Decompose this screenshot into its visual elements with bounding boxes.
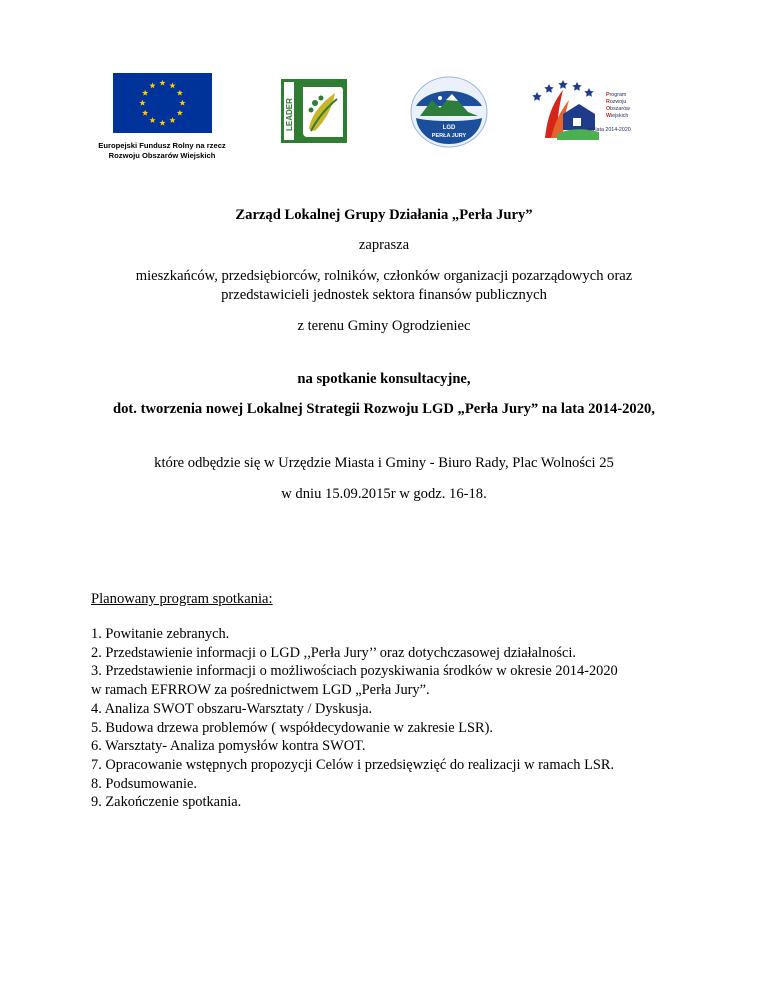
prow-line-3-rest: bszarów — [610, 106, 630, 112]
lgd-perla-jury-logo — [410, 76, 488, 148]
agenda-item: 6. Warsztaty- Analiza pomysłów kontra SWOT. — [91, 738, 366, 755]
eu-fund-caption — [78, 141, 246, 161]
prow-logo — [527, 78, 645, 144]
prow-line-1: Program — [606, 92, 627, 98]
document-heading: Zarząd Lokalnej Grupy Działania „Perła Jury” — [235, 207, 533, 223]
prow-line-2-rest: ozwoju — [609, 99, 627, 105]
meeting-topic: dot. tworzenia nowej Lokalnej Strategii Rozwoju LGD „Perła Jury” na lata 2014-2020, — [113, 401, 655, 417]
prow-line-1-rest: rogram — [609, 92, 627, 98]
leader-logo-text: LEADER — [285, 98, 294, 131]
agenda-title: Planowany program spotkania: — [91, 591, 273, 607]
agenda-item: 4. Analiza SWOT obszaru-Warsztaty / Dyskusja. — [91, 700, 373, 717]
agenda-item: 9. Zakończenie spotkania. — [91, 794, 242, 811]
prow-line-4: Wiejskich — [606, 113, 629, 119]
leader-logo — [281, 79, 347, 143]
area-text: z terenu Gminy Ogrodzieniec — [297, 318, 471, 334]
prow-line-3: Obszarów — [606, 106, 630, 112]
prow-line-4-rest: iejskich — [611, 113, 629, 119]
eu-caption-line1: Europejski Fundusz Rolny na rzecz — [98, 141, 226, 150]
agenda-item: w ramach EFRROW za pośrednictwem LGD „Perła Jury”. — [91, 682, 430, 699]
prow-years: na lata 2014-2020 — [588, 127, 631, 133]
meeting-venue: które odbędzie się w Urzędzie Miasta i Gminy - Biuro Rady, Plac Wolności 25 — [154, 455, 614, 471]
audience-line-1: mieszkańców, przedsiębiorców, rolników, członków organizacji pozarządowych oraz — [135, 268, 633, 284]
meeting-datetime: w dniu 15.09.2015r w godz. 16-18. — [281, 486, 487, 502]
eu-caption-line2: Rozwoju Obszarów Wiejskich — [108, 151, 216, 160]
agenda-item: 5. Budowa drzewa problemów ( współdecydowanie w zakresie LSR). — [91, 719, 494, 736]
agenda-item: 3. Przedstawienie informacji o możliwościach pozyskiwania środków w okresie 2014-2020 — [91, 663, 618, 680]
audience-line-2: przedstawicieli jednostek sektora finansów publicznych — [221, 287, 547, 303]
agenda-item: 1. Powitanie zebranych. — [91, 626, 230, 642]
agenda-list — [91, 625, 618, 812]
prow-emblem-icon — [527, 78, 607, 144]
eu-flag-logo — [113, 73, 212, 133]
meeting-type: na spotkanie konsultacyjne, — [297, 371, 471, 387]
prow-line-2: Rozwoju — [606, 99, 627, 105]
lgd-logo-text-top: LGD — [442, 125, 456, 131]
agenda-item: 8. Podsumowanie. — [91, 775, 197, 792]
agenda-item: 2. Przedstawienie informacji o LGD ,,Perła Jury’’ oraz dotychczasowej działalności. — [91, 644, 576, 661]
agenda-item: 7. Opracowanie wstępnych propozycji Celów i przedsięwzięć do realizacji w ramach LSR. — [91, 756, 615, 773]
prow-logo-text — [606, 92, 630, 120]
invites-text: zaprasza — [358, 237, 410, 253]
lgd-logo-text-bottom: PERŁA JURY — [431, 133, 467, 139]
